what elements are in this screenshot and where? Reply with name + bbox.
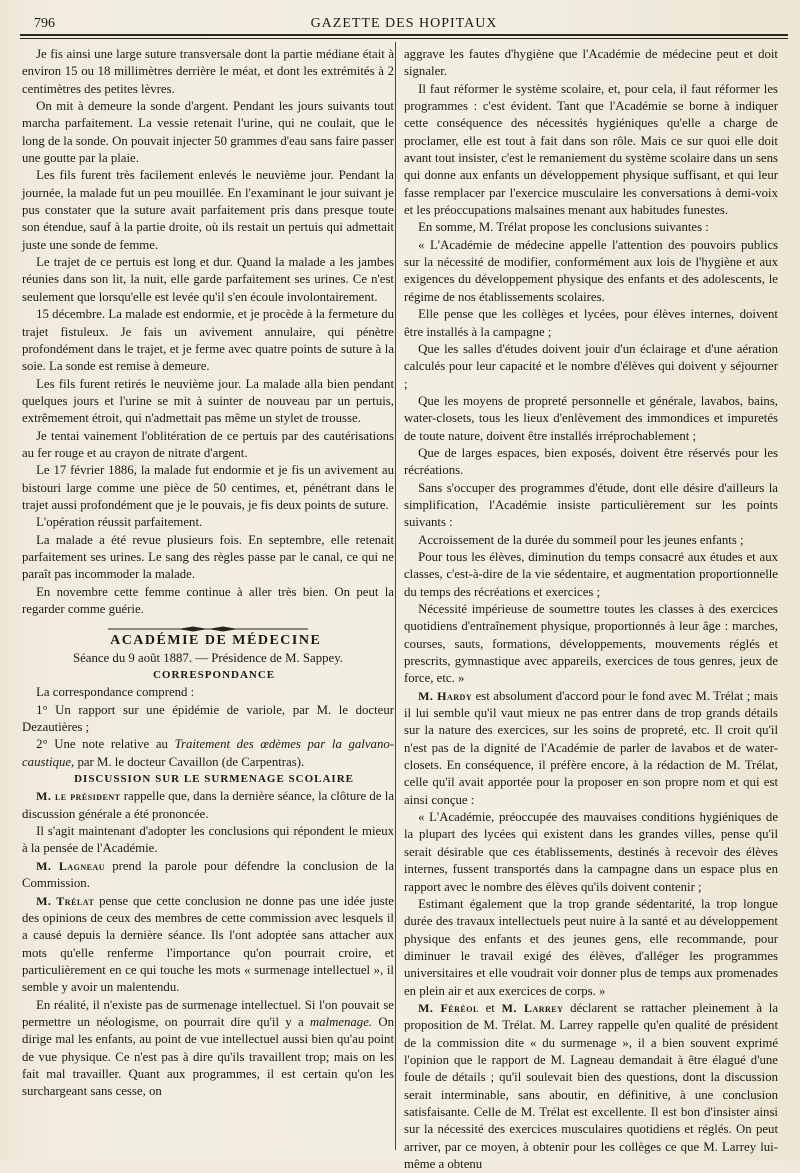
page-header (20, 12, 788, 36)
paragraph: Estimant également que la trop grande sédentarité, la trop longue durée des travaux intellectuels peut nuire à la santé et au développement physique des enfants et des jeunes gens, elle recommande, pour diminuer le travail exigé des élèves, d'alléger les programmes universitaires et elle voudrait voir donner plus de temps aux promenades en plein air et aux exercices de corps. » (404, 896, 778, 998)
speaker-name: M. Lagneau (36, 858, 106, 873)
paragraph: En somme, M. Trélat propose les conclusions suivantes : (418, 220, 709, 235)
paragraph: La correspondance comprend : (36, 685, 195, 700)
paragraph: Elle pense que les collèges et lycées, pour élèves internes, doivent être installés à la campagne ; (404, 307, 778, 339)
text-run: déclarent se rattacher pleinement à la proposition de M. Trélat. M. Larrey rappelle qu'en qualité de président de la commission dite « du surmenage », il a bien souvent exprimé l'opinion que le rapport de M. Lagneau demandait à être élagué d'une foule de détails ; qu'il soulevait bien des questions, dont la discussion serait interminable, sans aboutir, en définitive, à une conclusion satisfaisante. Celle de M. Trélat est excellente. Il est bon d'insister ainsi sur la nécessité des exercices musculaires quotidiens et réglés. On peut arriver, par ce moyen, à obtenir pour les collèges ce que M. Larrey lui-même a obtenu (404, 1000, 779, 1171)
session-line: Séance du 9 août 1887. — Présidence de M. Sappey. (73, 650, 343, 665)
text-run: En réalité, il n'existe pas de surmenage intellectuel. Si l'on pouvait se permettre un néologisme, on pourrait dire qu'il y a (22, 997, 394, 1029)
paragraph: Le 17 février 1886, la malade fut endormie et je fis un avivement au bistouri large comme une pièce de 50 centimes, et, pénétrant dans le trajet aussi profondément que je le pouvais, je fis deux points de suture. (22, 463, 394, 512)
speaker-name: M. Hardy (418, 688, 473, 703)
paragraph: Je tentai vainement l'oblitération de ce pertuis par des cautérisations au fer rouge et au crayon de nitrate d'argent. (22, 428, 394, 460)
text-run: pense que cette conclusion ne donne pas une idée juste des opinions de ceux des membres de cette commission avec lesquels il a causé depuis la dernière séance. Ils l'ont adoptée sans attacher aux mots qu'elle renferme l'importance qu'on pourrait croire, et particulièrement en ce qui touche les mots « surmenage intellectuel », il semble y avoir un malentendu. (22, 893, 394, 995)
text-run: est absolument d'accord pour le fond avec M. Trélat ; mais il lui semble qu'il vaut mieux ne pas entrer dans de trop grands détails sur la nature des exercices, sur les soins de propreté, etc. Il croit qu'il n'est pas de la dignité de l'Académie de parler de lavabos et de water-closets. En conséquence, il préfère encore, à la rédaction de M. Trélat, celle qu'il avait apportée pour la proposer en son propre nom et qui est ainsi conçue : (404, 688, 778, 807)
paragraph: La malade a été revue plusieurs fois. En septembre, elle retenait parfaitement ses urines. Le sang des règles passe par le canal, ce qui ne paraît pas incommoder la malade. (22, 532, 394, 582)
paragraph: Sans s'occuper des programmes d'étude, dont elle désire d'ailleurs la simplification, l'Académie insiste particulièrement sur les points suivants : (404, 480, 778, 530)
paragraph: « L'Académie de médecine appelle l'attention des pouvoirs publics sur la nécessité de modifier, conformément aux lois de l'hygiène et aux exigences du développement physique des enfants et des adolescents, le régime de nos établissements scolaires. (404, 237, 778, 304)
left-column (22, 46, 394, 1101)
paragraph: On mit à demeure la sonde d'argent. Pendant les jours suivants tout marcha parfaitement. La vessie retenait l'urine, qui ne coulait, que le long de la sonde. On pouvait injecter 50 grammes d'eau sans faire passer une goutte par la plaie. (22, 99, 394, 166)
italic-title: Traitement des œdèmes par la galvano-caustique, (22, 737, 395, 769)
page-number: 796 (34, 16, 55, 31)
paragraph (404, 688, 778, 809)
paragraph: Que de larges espaces, bien exposés, doivent être réservés pour les récréations. (404, 445, 778, 478)
paragraph: Accroissement de la durée du sommeil pour les jeunes enfants ; (418, 532, 744, 547)
paragraph: Les fils furent retirés le neuvième jour. La malade alla bien pendant quelques jours et l'urine se mit à suinter de nouveau par un pertuis, extrêmement étroit, qui n'admettait pas même un stylet de trousse. (22, 376, 394, 426)
paragraph: Les fils furent très facilement enlevés le neuvième jour. Pendant la journée, la malade fut un peu mouillée. En l'examinant le jour suivant je pus constater que la suture avait parfaitement pris dans presque toute son étendue, sauf à la partie droite, où ils restait un pertuis qui admettait juste une sonde de femme. (22, 168, 394, 252)
paragraph: L'opération réussit parfaitement. (36, 515, 203, 530)
text-run: On dirige mal les enfants, au point de vue intellectuel aussi bien qu'au point de vue physique. Ce n'est pas à dire qu'ils travaillent trop; mais on les fait mal travailler. Quant aux programmes, il est certain qu'on les surchargeant sans cesse, on (22, 1014, 394, 1099)
paragraph (22, 893, 394, 997)
text-run: rappelle que, dans la dernière séance, la clôture de la discussion générale a été prononcée. (22, 789, 394, 821)
section-title: ACADÉMIE DE MÉDECINE (110, 633, 322, 649)
paragraph: Que les salles d'études doivent jouir d'un éclairage et d'une aération calculés pour leur capacité et le nombre d'élèves qui doivent y séjourner ; (404, 341, 778, 391)
italic-word: malmenage. (309, 1014, 373, 1029)
paragraph: Nécessité impérieuse de soumettre toutes les classes à des exercices quotidiens d'entraînement physique, proportionnés à leur âge : marches, courses, sauts, formations, développements, mouvements réglés et prescrits, gymnastique avec appareils, exercices de tous genres, jeux de force, etc. » (404, 602, 778, 686)
paragraph (22, 858, 394, 893)
paragraph: Que les moyens de propreté personnelle et générale, lavabos, bains, water-closets, tous les lieux d'enlèvement des immondices et impuretés de toute nature, doivent être installés irréprochablement ; (404, 393, 778, 443)
text-run: prend la parole pour défendre la conclusion de la Commission. (22, 858, 394, 891)
speaker-name: M. Féréol (418, 1000, 479, 1015)
journal-title: GAZETTE DES HOPITAUX (310, 16, 498, 31)
right-column (404, 46, 778, 1173)
text-run: et (478, 1000, 502, 1015)
paragraph: En novembre cette femme continue à aller très bien. On peut la regarder comme guérie. (22, 584, 394, 616)
discussion-heading: DISCUSSION SUR LE SURMENAGE SCOLAIRE (74, 773, 354, 786)
speaker-name: M. Trélat (36, 893, 95, 908)
text-run: par M. le docteur Cavaillon (de Carpentras). (74, 754, 305, 769)
header-rule (20, 38, 788, 39)
paragraph (404, 1000, 778, 1173)
paragraph (22, 788, 394, 823)
paragraph: Je fis ainsi une large suture transversale dont la partie médiane était à environ 15 ou 18 millimètres derrière le méat, et dont les extrémités à 2 centimètres des petites lèvres. (22, 47, 394, 96)
paragraph (22, 997, 394, 1101)
speaker-name: M. Larrey (501, 1000, 564, 1015)
paragraph: Il s'agit maintenant d'adopter les conclusions qui répondent le mieux à la pensée de l'Académie. (22, 824, 394, 856)
paragraph: 15 décembre. La malade est endormie, et je procède à la fermeture du trajet fistuleux. Je fais un avivement annulaire, qui pénètre profondément dans le trajet, et je ferme avec quatre points de suture à la soie. La sonde est remise à demeure. (22, 307, 394, 374)
text-run: 2° Une note relative au (36, 737, 175, 752)
speaker-name: M. le président (36, 789, 121, 804)
column-divider (395, 42, 396, 1150)
paragraph: aggrave les fautes d'hygiène que l'Académie de médecine peut et doit signaler. (404, 47, 778, 79)
paragraph: 1° Un rapport sur une épidémie de variole, par M. le docteur Dezautières ; (22, 702, 394, 735)
paragraph (22, 736, 394, 771)
paragraph: Pour tous les élèves, diminution du temps consacré aux études et aux classes, c'est-à-dire de la vie sédentaire, et augmentation proportionnelle du temps des récréations et exercices ; (404, 549, 778, 599)
paragraph: « L'Académie, préoccupée des mauvaises conditions hygiéniques de la plupart des lycées qui existent dans les grandes villes, pense qu'il serait désirable que ces établissements, destinés à recevoir des élèves internes, fussent transportés dans la campagne dans un espace plus en rapport avec le nombre des élèves qu'ils doivent contenir ; (404, 810, 778, 894)
correspondance-heading: CORRESPONDANCE (152, 669, 276, 682)
paragraph: Le trajet de ce pertuis est long et dur. Quand la malade a les jambes réunies dans son lit, la nuit, elle garde parfaitement ses urines. Ce n'est seulement que lorsqu'elle est levée qu'il s'en écoule involontairement. (22, 255, 394, 304)
paragraph: Il faut réformer le système scolaire, et, pour cela, il faut réformer les programmes : c'est évident. Tant que l'Académie se borne à indiquer cette conséquence des nécessités hygiéniques qu'elle a charge de proclamer, elle est tout à fait dans son rôle. Mais ce sur quoi elle doit avant tout insister, c'est le remaniement du système scolaire dans un sens qui donne aux enfants un développement physique suffisant, et qui leur fasse remplacer par l'exercice musculaire les conversations à demi-voix et les préoccupations malsaines menant aux habitudes funestes. (404, 81, 778, 218)
